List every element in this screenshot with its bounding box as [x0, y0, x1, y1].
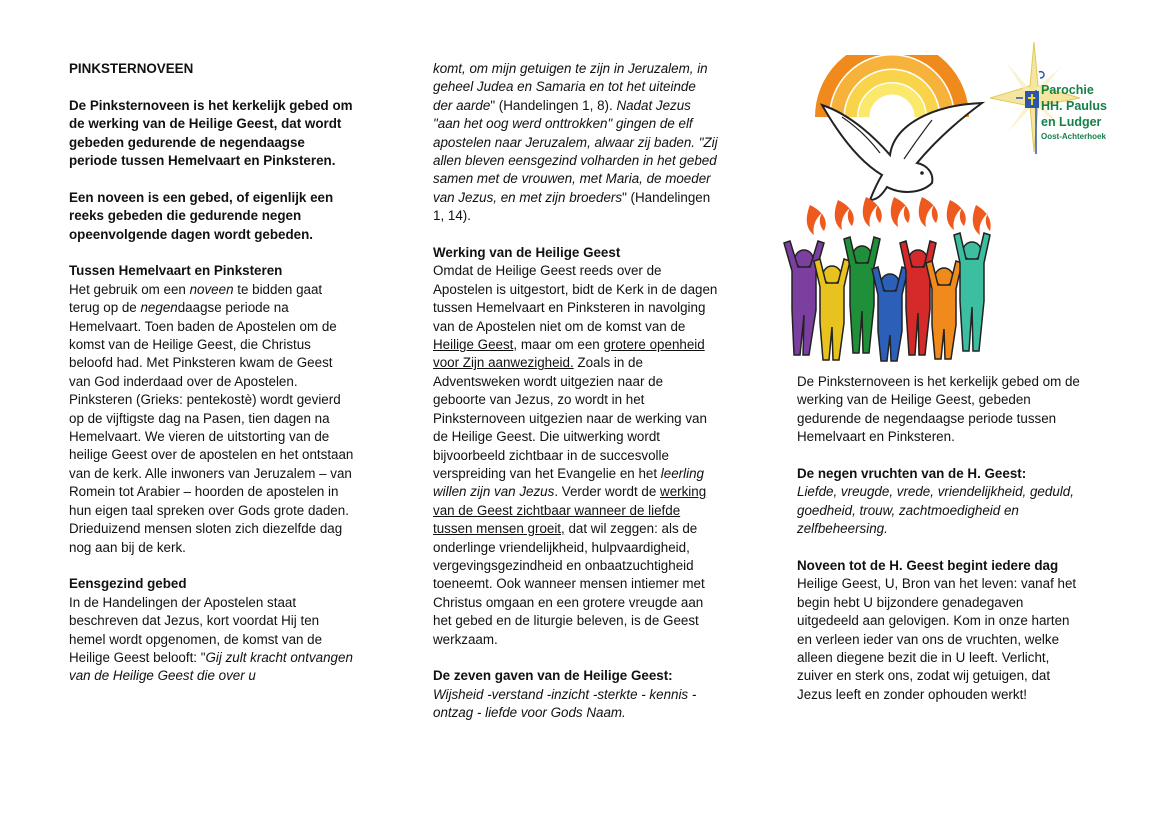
prayer-text: Heilige Geest, U, Bron van het leven: vanaf het begin hebt U bijzondere genadegaven uitgedeeld aan gelovigen. Kom in onze harten en verleen ieder van ons de vruchten, welke alleen diegene bezit die in U leeft. Verlicht, zuiver en sterk ons, zodat wij getuigen, dat Jezus leeft en zonder ophouden werkt!: [797, 576, 1077, 702]
emphasis-text: noveen: [189, 281, 234, 297]
body-text: Zoals in de Adventsweken wordt uitgezien naar de geboorte van Jezus, zo wordt in het Pinksternoveen uitgezien naar de werking van de Heilige Geest. Die uitwerking wordt bijvoorbeeld zichtbaar in de succesvolle verspreiding van het Evangelie en het: [433, 355, 707, 481]
body-text: In de Handelingen der Apostelen staat beschreven dat Jezus, kort voordat Hij ten hemel wordt opgenomen, de komst van de Heilige Geest belooft: ": [69, 594, 323, 665]
intro-paragraph-1: De Pinksternoveen is het kerkelijk gebed om de werking van de Heilige Geest, dat wordt gebeden gedurende de negendaagse periode tussen Hemelvaart en Pinksteren.: [69, 97, 353, 169]
page-title: PINKSTERNOVEEN: [69, 61, 194, 76]
section-heading-werking: Werking van de Heilige Geest: [433, 245, 621, 261]
body-text: daagse periode na Hemelvaart. Toen baden de Apostelen om de komst van de Heilige Geest, die Christus beloofd had. Met Pinksteren kwam de Geest van God inderdaad over de Apostelen. Pinksteren (Grieks: pentekostè) wordt gevierd op de vijftigste dag na Pasen, tien dagen na Hemelvaart. We vieren de uitstorting van de heilige Geest over de apostelen en het ontstaan van de kerk. Alle inwoners van Jeruzalem – van Romein tot Arabier – hoorden de apostelen in hun eigen taal spreken over Gods grote daden. Drieduizend mensen sloten zich diezelfde dag nog aan bij de kerk.: [69, 300, 354, 555]
section-body-eensgezind: [69, 594, 354, 686]
emphasis-text: leerling willen zijn van Jezus: [433, 465, 704, 500]
section-body-vruchten: [797, 483, 1087, 538]
body-text: " (Handelingen 1, 8).: [490, 97, 613, 113]
emphasis-text: Liefde, vreugde, vrede, vriendelijkheid, geduld, goedheid, trouw, zachtmoedigheid en zelfbeheersing.: [797, 484, 1074, 537]
underlined-text: werking van de Geest zichtbaar wanneer de liefde tussen mensen groeit,: [433, 484, 707, 537]
section-heading-noveen: Noveen tot de H. Geest begint iedere dag: [797, 558, 1059, 574]
quote-text: Gij zult kracht ontvangen van de Heilige Geest die over u: [69, 649, 353, 684]
quote-text: Nadat Jezus "aan het oog werd onttrokken" gingen de elf apostelen naar Jeruzalem, alwaar zij baden. "Zij allen bleven eensgezind volharden in het gebed samen met de vrouwen, met Maria, de moeder van Jezus, en met zijn broeders: [433, 97, 718, 205]
column-right: [797, 373, 1087, 704]
section-body-werking: [433, 262, 718, 649]
section-heading-eensgezind: Eensgezind gebed: [69, 576, 187, 592]
body-text: . Verder wordt de: [554, 484, 661, 500]
column-left: [69, 60, 354, 686]
logo-text-line-1: Parochie: [1041, 83, 1094, 97]
quote-text: komt, om mijn getuigen te zijn in Jeruzalem, in geheel Judea en Samaria en tot het uiteinde der aarde: [433, 61, 708, 113]
underlined-text: grotere openheid voor Zijn aanwezigheid.: [433, 337, 705, 371]
people-figures-icon: [784, 233, 990, 361]
logo-text-line-2: HH. Paulus: [1041, 99, 1107, 113]
section-body-hemelvaart: [69, 281, 354, 557]
sun-rays-icon: [822, 55, 962, 117]
logo-text-line-3: en Ludger: [1041, 115, 1102, 129]
dove-icon: [822, 103, 982, 200]
column-middle: [433, 60, 718, 723]
body-text: " (Handelingen 1, 14).: [433, 189, 711, 224]
emphasis-text: negen: [140, 300, 178, 316]
quote-paragraph: [433, 60, 718, 226]
section-body-gaven: [433, 686, 718, 723]
body-text: dat wil zeggen: als de onderlinge vriendelijkheid, hulpvaardigheid, vergevingsgezindheid en onbaatzuchtigheid toeneemt. Ook wanneer mensen intiemer met Christus omgaan en een grotere vreugde aan het gebed en de liturgie beleven, is de Geest werkzaam.: [433, 521, 705, 647]
section-heading-gaven: De zeven gaven van de Heilige Geest:: [433, 668, 673, 684]
section-heading-vruchten: De negen vruchten van de H. Geest:: [797, 466, 1027, 482]
pentecost-illustration: [782, 55, 992, 365]
logo-text-line-4: Oost-Achterhoek: [1041, 132, 1106, 141]
body-text: Omdat de Heilige Geest reeds over de Apostelen is uitgestort, bidt de Kerk in de dagen tussen Hemelvaart en Pinksteren in navolging van de Apostelen niet om de komst van de: [433, 263, 718, 334]
underlined-text: Heilige Geest: [433, 337, 514, 353]
body-text: Het gebruik om een: [69, 281, 190, 297]
emphasis-text: Wijsheid -verstand -inzicht -sterkte - kennis - ontzag - liefde voor Gods Naam.: [433, 686, 697, 721]
body-text: te bidden gaat terug op de: [69, 281, 323, 316]
summary-paragraph: De Pinksternoveen is het kerkelijk gebed om de werking van de Heilige Geest, gebeden gedurende de negendaagse periode tussen Hemelvaart en Pinksteren.: [797, 374, 1080, 445]
flames-icon: [807, 197, 991, 235]
section-heading-hemelvaart: Tussen Hemelvaart en Pinksteren: [69, 263, 283, 279]
body-text: , maar om een: [513, 337, 604, 353]
intro-paragraph-2: Een noveen is een gebed, of eigenlijk een reeks gebeden die gedurende negen opeenvolgende dagen wordt gebeden.: [69, 189, 334, 242]
